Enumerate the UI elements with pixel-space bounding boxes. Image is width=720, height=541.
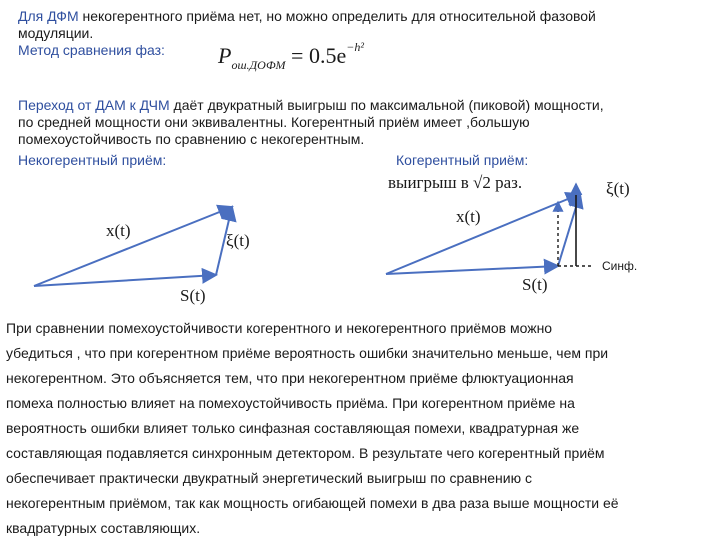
- left-s-label: S(t): [180, 286, 206, 305]
- formula-dofm: [218, 40, 364, 73]
- vector-diagrams: [0, 170, 720, 310]
- left-s-vector: [34, 275, 216, 286]
- noncoherent-diagram: [34, 207, 250, 305]
- sinf-label: Синф.: [602, 259, 638, 273]
- intro-line-2: модуляции.: [18, 25, 94, 41]
- right-x-label: x(t): [456, 207, 481, 226]
- left-x-label: x(t): [106, 221, 131, 240]
- transition-line-1: [18, 97, 604, 114]
- dfm-highlight: Для ДФМ: [18, 8, 79, 24]
- formula-rhs: = 0.5e: [291, 43, 347, 68]
- paragraph-line: помеха полностью влияет на помехоустойчивость приёма. При когерентном приёме на: [6, 395, 575, 411]
- formula-exp: −h²: [346, 40, 364, 54]
- phase-method-label: Метод сравнения фаз:: [18, 42, 165, 58]
- paragraph-line: обеспечивает практически двукратный энергетический выигрыш по сравнению с: [6, 470, 532, 486]
- coherent-diagram: [386, 173, 637, 294]
- left-xi-label: ξ(t): [226, 231, 250, 250]
- transition-line-2: по средней мощности они эквивалентны. Когерентный приём имеет ,большую: [18, 114, 530, 130]
- paragraph-line: составляющая подавляется синхронным детектором. В результате чего когерентный приём: [6, 445, 605, 461]
- paragraph-line: вероятность ошибки влияет только синфазная составляющая помехи, квадратурная же: [6, 420, 580, 436]
- paragraph-line: квадратурных составляющих.: [6, 520, 201, 536]
- formula-lhs-sub: ош.ДОФМ: [231, 58, 286, 72]
- paragraph-line: убедиться , что при когерентном приёме вероятность ошибки значительно меньше, чем при: [6, 345, 609, 361]
- right-xi-label: ξ(t): [606, 179, 630, 198]
- paragraph-line: некогерентным приёмом, так как мощность огибающей помехи в два раза выше мощности её: [6, 495, 619, 511]
- noncoherent-label: Некогерентный приём:: [18, 152, 167, 168]
- left-x-vector: [34, 207, 232, 286]
- transition-line-3: помехоустойчивость по сравнению с некогерентным.: [18, 131, 365, 147]
- intro-line-1-rest: некогерентного приёма нет, но можно определить для относительной фазовой: [78, 8, 596, 24]
- paragraph-line: некогерентном. Это объясняется тем, что при некогерентном приёме флюктуационная: [6, 370, 574, 386]
- right-x-vector: [386, 194, 580, 274]
- dam-dchm-highlight: Переход от ДАМ к ДЧМ: [18, 97, 170, 113]
- comparison-paragraph: [6, 316, 712, 541]
- intro-line-1: [18, 8, 596, 25]
- paragraph-line: При сравнении помехоустойчивости когерентного и некогерентного приёмов можно: [6, 320, 553, 336]
- right-s-label: S(t): [522, 275, 548, 294]
- right-s-vector: [386, 266, 558, 274]
- formula-lhs: P: [218, 43, 232, 68]
- coherent-label: Когерентный приём:: [396, 152, 529, 168]
- gain-label: выигрыш в √2 раз.: [388, 173, 523, 192]
- transition-line-1-rest: даёт двукратный выигрыш по максимальной (пиковой) мощности,: [169, 97, 604, 113]
